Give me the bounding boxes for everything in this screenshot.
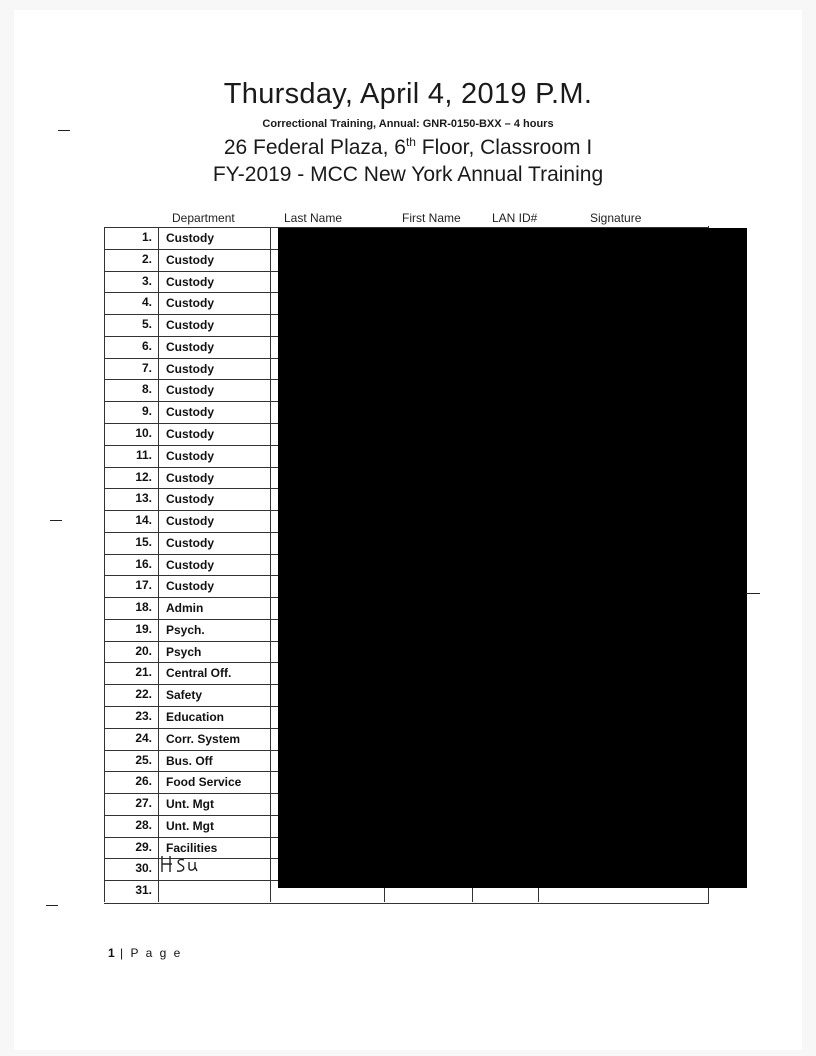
row-department: Custody bbox=[166, 231, 214, 245]
column-divider bbox=[158, 227, 159, 902]
row-department: Custody bbox=[166, 362, 214, 376]
column-header-last-name: Last Name bbox=[284, 211, 343, 225]
row-number: 25. bbox=[135, 753, 152, 767]
row-number: 3. bbox=[141, 274, 152, 288]
row-department: Psych. bbox=[166, 623, 205, 637]
row-department: Custody bbox=[166, 514, 214, 528]
row-department: Facilities bbox=[166, 841, 218, 855]
row-department: Central Off. bbox=[166, 666, 232, 680]
row-department: Psych bbox=[166, 645, 202, 659]
course-subtitle: Correctional Training, Annual: GNR-0150-BXX – 4 hours bbox=[262, 118, 554, 130]
margin-mark bbox=[58, 130, 70, 131]
row-department: Custody bbox=[166, 253, 214, 267]
row-number: 14. bbox=[135, 513, 152, 527]
row-number: 5. bbox=[141, 317, 152, 331]
page-number: 1 bbox=[108, 946, 115, 960]
row-number: 24. bbox=[135, 731, 152, 745]
row-number: 22. bbox=[135, 687, 152, 701]
column-header-lan-id: LAN ID# bbox=[492, 211, 538, 225]
row-department: Education bbox=[166, 710, 225, 724]
row-number: 28. bbox=[135, 818, 152, 832]
column-header-first-name: First Name bbox=[402, 211, 461, 225]
row-department: Corr. System bbox=[166, 732, 241, 746]
row-number: 10. bbox=[135, 426, 152, 440]
row-number: 7. bbox=[141, 361, 152, 375]
margin-mark bbox=[50, 520, 62, 521]
column-divider bbox=[104, 227, 105, 902]
row-department: Unt. Mgt bbox=[166, 797, 214, 811]
row-number: 2. bbox=[141, 252, 152, 266]
row-number: 4. bbox=[141, 295, 152, 309]
row-number: 19. bbox=[135, 622, 152, 636]
page-title: Thursday, April 4, 2019 P.M. bbox=[223, 78, 593, 110]
column-header-department: Department bbox=[172, 211, 235, 225]
row-department: Custody bbox=[166, 383, 214, 397]
row-number: 26. bbox=[135, 774, 152, 788]
row-number: 29. bbox=[135, 840, 152, 854]
row-department: Custody bbox=[166, 275, 214, 289]
row-number: 21. bbox=[135, 665, 152, 679]
row-number: 15. bbox=[135, 535, 152, 549]
row-department: Custody bbox=[166, 536, 214, 550]
row-number: 30. bbox=[135, 861, 152, 875]
row-department: Safety bbox=[166, 688, 203, 702]
row-number: 12. bbox=[135, 470, 152, 484]
margin-mark bbox=[46, 905, 58, 906]
program-line: FY-2019 - MCC New York Annual Training bbox=[212, 163, 604, 186]
location-line bbox=[0, 135, 816, 160]
row-department: Custody bbox=[166, 318, 214, 332]
location-superscript: th bbox=[405, 135, 416, 149]
row-department: Unt. Mgt bbox=[166, 819, 214, 833]
row-number: 23. bbox=[135, 709, 152, 723]
row-department: Custody bbox=[166, 296, 214, 310]
row-department: Custody bbox=[166, 427, 214, 441]
row-number: 13. bbox=[135, 491, 152, 505]
row-number: 31. bbox=[135, 883, 152, 897]
row-department: Custody bbox=[166, 579, 214, 593]
row-number: 17. bbox=[135, 578, 152, 592]
location-prefix: 26 Federal Plaza, 6 bbox=[223, 136, 406, 159]
row-number: 11. bbox=[135, 448, 152, 462]
row-department: Custody bbox=[166, 492, 214, 506]
row-number: 9. bbox=[141, 404, 152, 418]
row-number: 20. bbox=[135, 644, 152, 658]
row-number: 18. bbox=[135, 600, 152, 614]
row-department: Admin bbox=[166, 601, 204, 615]
row-department: Custody bbox=[166, 471, 214, 485]
row-number: 6. bbox=[141, 339, 152, 353]
row-number: 1. bbox=[141, 230, 152, 244]
location-suffix: Floor, Classroom I bbox=[415, 136, 593, 159]
row-department: Food Service bbox=[166, 775, 242, 789]
row-number: 27. bbox=[135, 796, 152, 810]
handwritten-entry-icon bbox=[158, 852, 218, 876]
row-department: Custody bbox=[166, 558, 214, 572]
page-label: | P a g e bbox=[120, 946, 183, 960]
row-department: Custody bbox=[166, 449, 214, 463]
margin-mark bbox=[746, 593, 760, 594]
redaction-block bbox=[278, 228, 747, 888]
row-number: 8. bbox=[141, 382, 152, 396]
row-department: Bus. Off bbox=[166, 754, 213, 768]
row-number: 16. bbox=[135, 557, 152, 571]
page-footer bbox=[108, 946, 182, 960]
column-header-signature: Signature bbox=[590, 211, 642, 225]
row-department: Custody bbox=[166, 405, 214, 419]
row-department: Custody bbox=[166, 340, 214, 354]
